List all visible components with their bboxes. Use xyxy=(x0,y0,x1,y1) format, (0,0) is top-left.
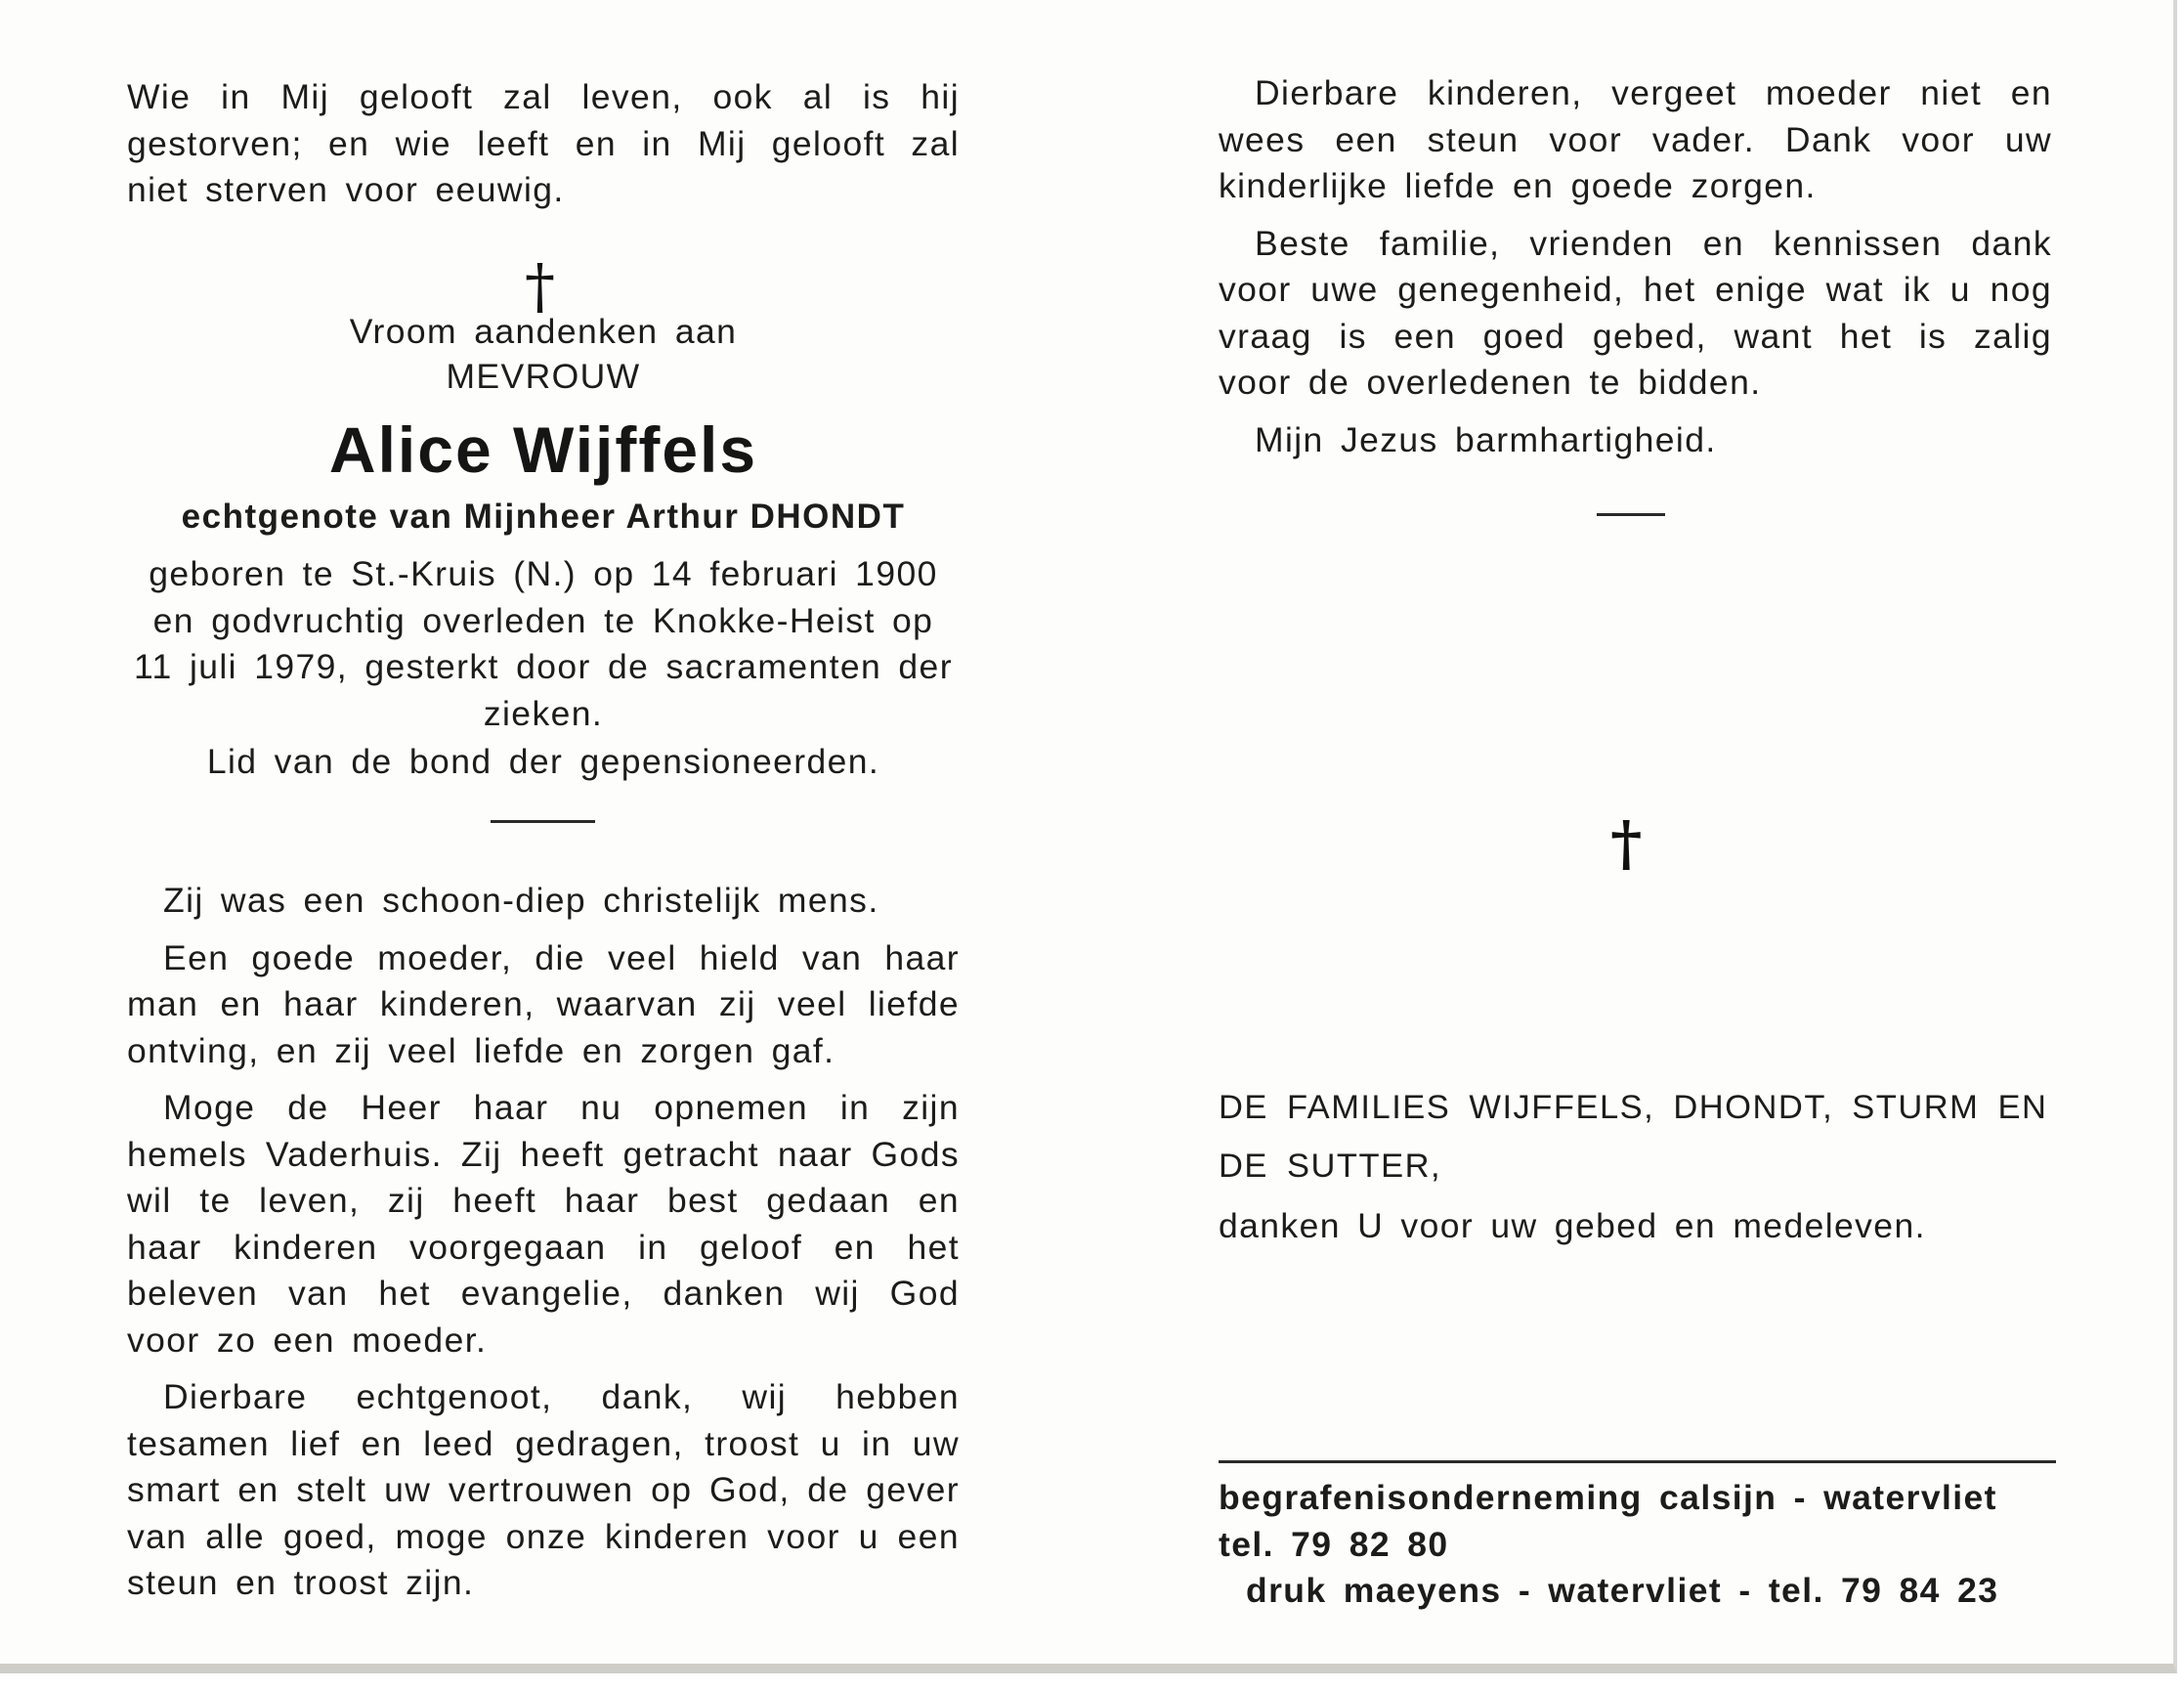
remembrance-line: Vroom aandenken aan xyxy=(349,312,738,351)
deceased-name: Alice Wijffels xyxy=(328,413,758,486)
printer-line: druk maeyens - watervliet - tel. 79 84 23 xyxy=(1246,1571,1999,1610)
divider-right xyxy=(1597,513,1665,516)
thanks-line: danken U voor uw gebed en medeleven. xyxy=(1219,1206,1926,1245)
farewell-para-3: Mijn Jezus barmhartigheid. xyxy=(1255,419,1717,459)
undertaker-tel: tel. 79 82 80 xyxy=(1219,1524,1449,1564)
bio-para-3: Moge de Heer haar nu opnemen in zijn hemels Vaderhuis. Zij heeft getracht naar Gods wil te leven, zij heeft haar best gedaan en haar kinderen voorgegaan in geloof en het beleven van het evangelie, danken wij God voor zo een moeder. xyxy=(127,1088,960,1360)
biography xyxy=(127,878,960,1607)
title-line: MEVROUW xyxy=(446,357,641,396)
spouse-block xyxy=(127,495,960,540)
life-block xyxy=(127,551,960,786)
life-text: geboren te St.-Kruis (N.) op 14 februari 1900 en godvruchtig overleden te Knokke-Heist op 11 juli 1979, gesterkt door de sacramenten der zieken. xyxy=(134,554,953,733)
quote-text: Wie in Mij gelooft zal leven, ook al is hij gestorven; en wie leeft en in Mij gelooft zal niet sterven voor eeuwig. xyxy=(127,77,960,209)
cross-icon-right: † xyxy=(1610,807,1643,879)
name-block xyxy=(127,411,960,489)
header-block xyxy=(127,309,960,399)
footer-block xyxy=(1219,1475,2059,1615)
families-line: DE FAMILIES WIJFFELS, DHONDT, STURM EN DE SUTTER, xyxy=(1219,1089,2048,1185)
bible-quote xyxy=(127,74,960,214)
undertaker-line: begrafenisonderneming calsijn - watervliet xyxy=(1219,1478,1997,1517)
bio-para-2: Een goede moeder, die veel hield van haar man en haar kinderen, waarvan zij veel liefde ontving, en zij veel liefde en zorgen gaf. xyxy=(127,937,960,1070)
footer-rule xyxy=(1219,1460,2056,1463)
membership-line: Lid van de bond der gepensioneerden. xyxy=(206,742,880,781)
bio-para-4: Dierbare echtgenoot, dank, wij hebben tesamen lief en leed gedragen, troost u in uw smart en stelt uw vertrouwen op God, de gever van alle goed, moge onze kinderen voor u een steun en troost zijn. xyxy=(127,1377,960,1602)
spouse-line: echtgenote van Mijnheer Arthur DHONDT xyxy=(181,498,906,536)
families-block xyxy=(1219,1078,2059,1250)
cross-icon: † xyxy=(525,250,555,322)
divider-left xyxy=(491,820,595,823)
farewell-para-1: Dierbare kinderen, vergeet moeder niet en wees een steun voor vader. Dank voor uw kinderlijke liefde en goede zorgen. xyxy=(1219,73,2052,205)
farewell-para-2: Beste familie, vrienden en kennissen dank voor uwe genegenheid, het enige wat ik u nog vraag is een goed gebed, want het is zalig voor de overledenen te bidden. xyxy=(1219,223,2052,402)
bio-para-1: Zij was een schoon-diep christelijk mens. xyxy=(163,881,879,920)
farewell-text xyxy=(1219,70,2052,463)
